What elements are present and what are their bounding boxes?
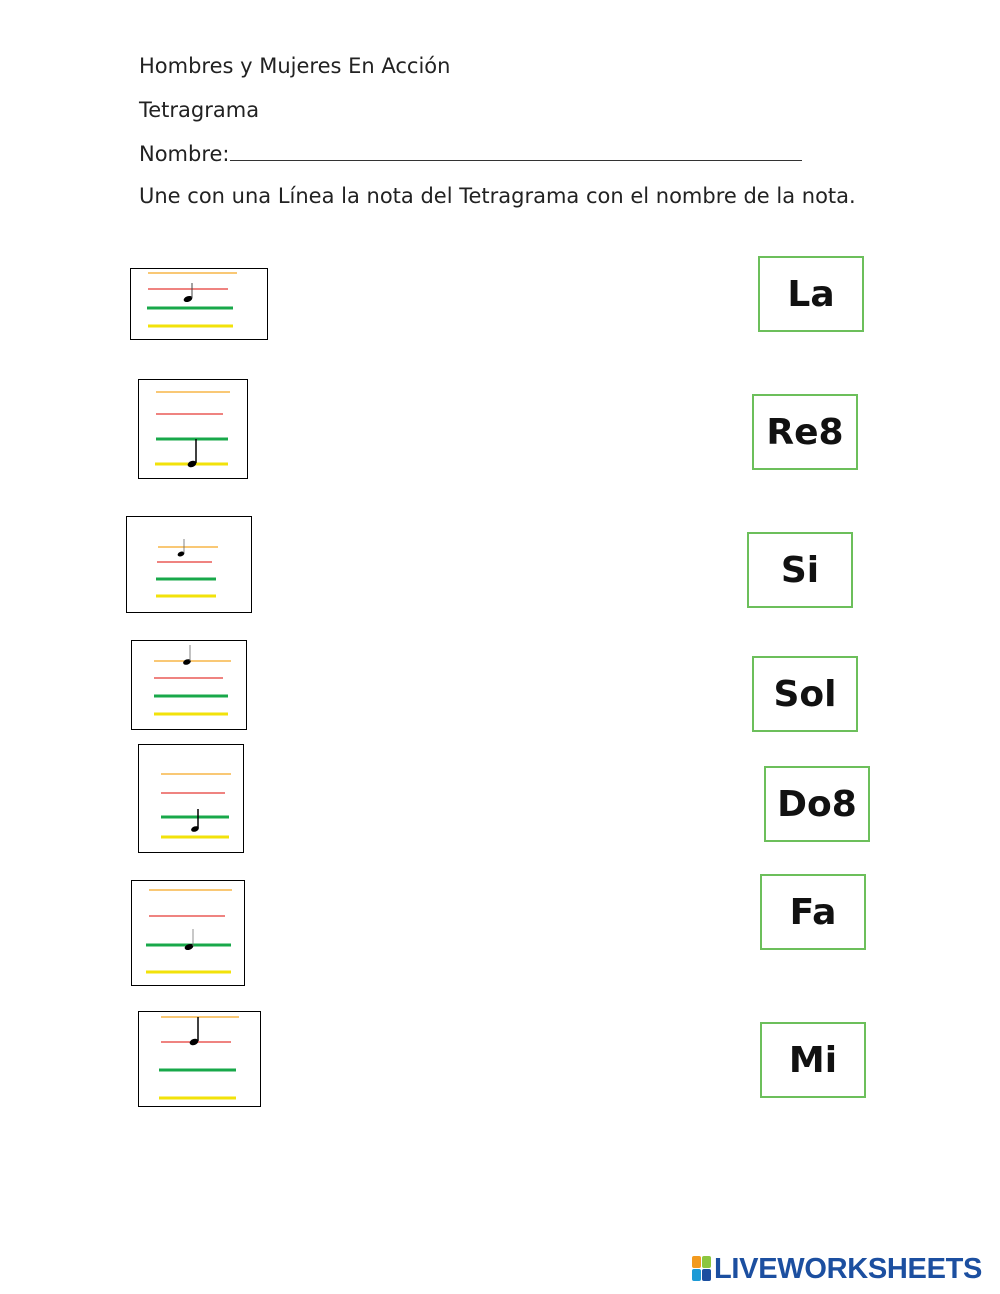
staff-image-1[interactable]: [130, 268, 268, 340]
staff-drawing-3: [127, 517, 253, 614]
staff-drawing-1: [131, 269, 269, 341]
note-name-box-3[interactable]: Si: [747, 532, 853, 608]
staff-drawing-6: [132, 881, 246, 987]
liveworksheets-logo-icon: [692, 1256, 712, 1282]
logo-text: LIVEWORKSHEETS: [714, 1252, 983, 1285]
note-name-box-5[interactable]: Do8: [764, 766, 870, 842]
staff-image-4[interactable]: [131, 640, 247, 730]
staff-image-2[interactable]: [138, 379, 248, 479]
note-name-box-2[interactable]: Re8: [752, 394, 858, 470]
instructions: Une con una Línea la nota del Tetragrama con el nombre de la nota.: [139, 184, 856, 208]
staff-drawing-2: [139, 380, 249, 480]
staff-image-7[interactable]: [138, 1011, 261, 1107]
staff-image-6[interactable]: [131, 880, 245, 986]
name-blank-line[interactable]: [230, 138, 802, 161]
liveworksheets-logo[interactable]: [692, 1252, 982, 1286]
note-name-box-1[interactable]: La: [758, 256, 864, 332]
note-name-box-6[interactable]: Fa: [760, 874, 866, 950]
name-line: [139, 138, 802, 169]
worksheet-subtitle: Tetragrama: [139, 98, 260, 122]
staff-drawing-5: [139, 745, 245, 854]
name-label: Nombre:: [139, 142, 230, 166]
worksheet-school-name: Hombres y Mujeres En Acción: [139, 54, 451, 78]
note-name-box-7[interactable]: Mi: [760, 1022, 866, 1098]
staff-drawing-7: [139, 1012, 262, 1108]
staff-image-5[interactable]: [138, 744, 244, 853]
staff-image-3[interactable]: [126, 516, 252, 613]
staff-drawing-4: [132, 641, 248, 731]
note-name-box-4[interactable]: Sol: [752, 656, 858, 732]
